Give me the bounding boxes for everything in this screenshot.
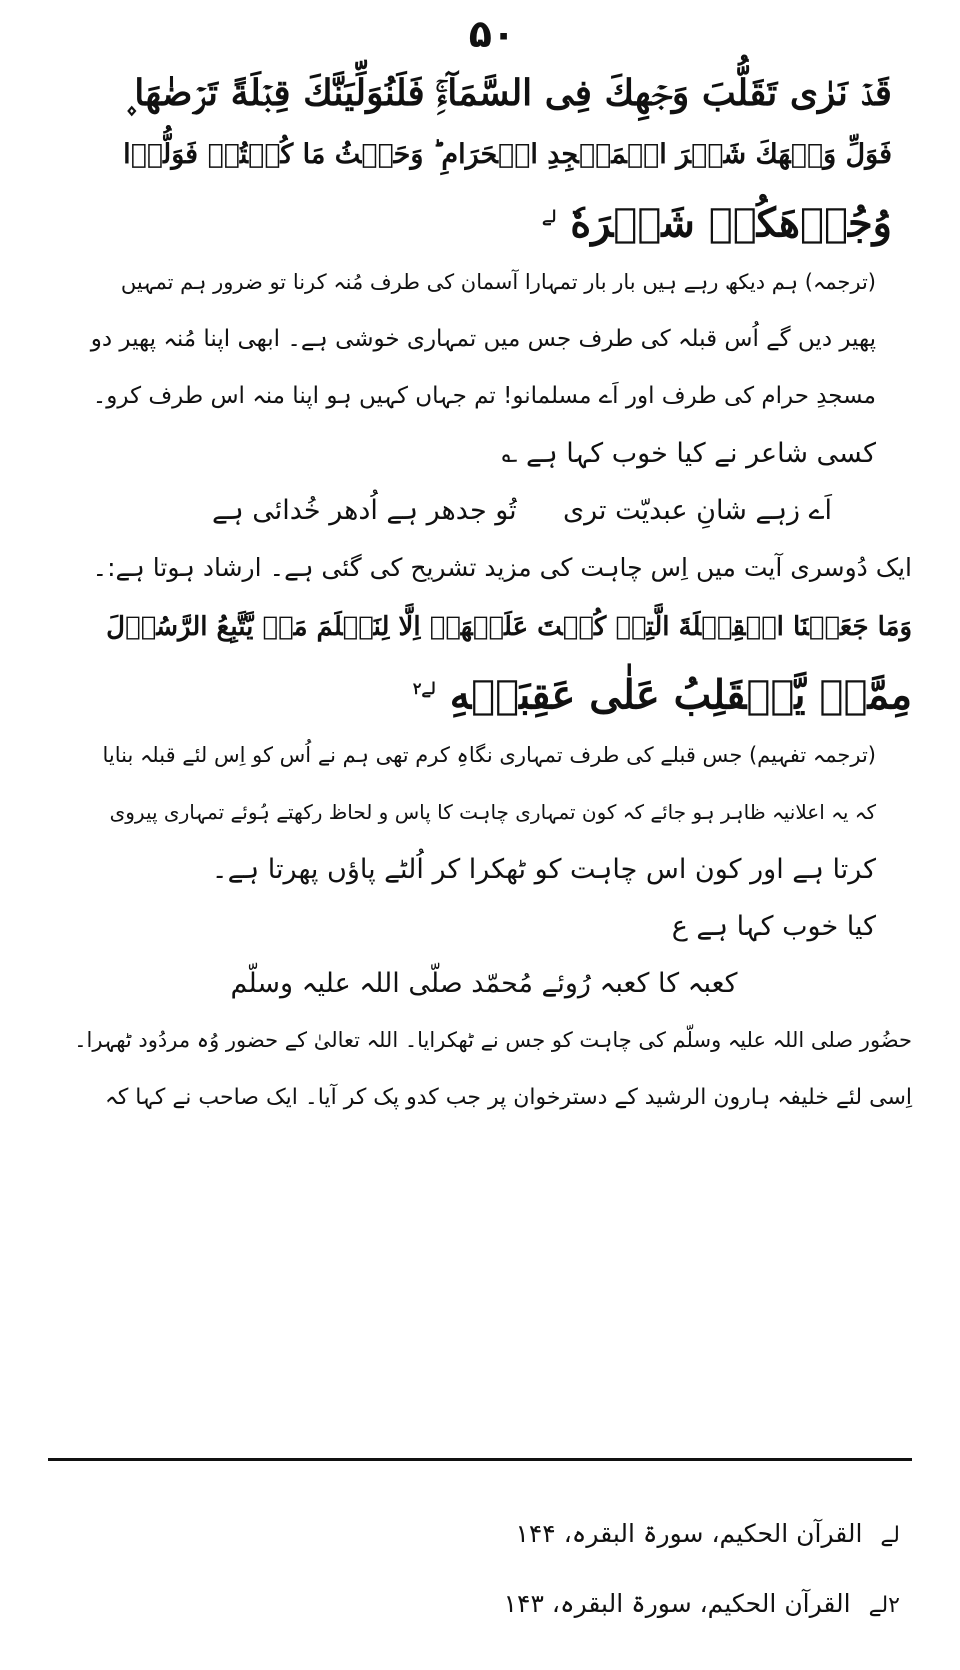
translation-line: کرتا ہے اور کون اس چاہت کو ٹھکرا کر اُلٹے پاؤں پھرتا ہے۔	[211, 853, 876, 885]
misra: کعبہ کا کعبہ رُوئے مُحمّد صلّی اللہ علیہ وسلّم	[230, 967, 738, 999]
translation-line: (ترجمہ) ہم دیکھ رہے ہیں بار بار تمہارا آسمان کی طرف مُنہ کرنا تو ضرور ہم تمہیں	[120, 270, 876, 295]
verse-line	[112, 186, 892, 254]
footnote-text: القرآن الحکیم، سورۃ البقرہ، ۱۴۴	[515, 1519, 863, 1548]
verse-line: فَوَلِّ وَجۡهَكَ شَطۡرَ الۡمَسۡجِدِ الۡحَرَامِ ؕ وَحَيۡثُ مَا كُنۡتُمۡ فَوَلُّوۡا	[123, 139, 892, 170]
footnote-ref-2: لے۲	[412, 679, 436, 699]
closing-paragraph	[72, 1012, 912, 1126]
translation-2	[92, 727, 876, 1012]
footnote-divider	[48, 1458, 912, 1461]
footnotes	[48, 1500, 900, 1640]
intro-3: کیا خوب کہا ہے ع	[671, 910, 876, 942]
translation-line: (ترجمہ تفہیم) جس قبلے کی طرف تمہاری نگاہِ کرم تھی ہم نے اُس کو اِس لئے قبلہ بنایا	[102, 742, 876, 767]
verse-line	[82, 658, 912, 726]
intro-2	[72, 539, 912, 596]
translation-line: مسجدِ حرام کی طرف اور اَے مسلمانو! تم جہاں کہیں ہو اپنا منہ اس طرف کرو۔	[92, 383, 876, 410]
closing-line: اِسی لئے خلیفہ ہارون الرشید کے دسترخوان پر جب کدو پک کر آیا۔ ایک صاحب نے کہا کہ	[104, 1084, 912, 1110]
verse-line: قَدۡ نَرٰی تَقَلُّبَ وَجۡهِكَ فِی السَّمَآءِۚ فَلَنُوَلِّيَنَّكَ قِبۡلَةً تَرۡضٰهَا ۪	[125, 72, 892, 114]
footnote-number: ۲لے	[868, 1593, 900, 1618]
translation-1	[92, 254, 876, 482]
verse-line: وَمَا جَعَلۡنَا الۡقِبۡلَةَ الَّتِیۡ كُنۡتَ عَلَيۡهَاۤ اِلَّا لِنَعۡلَمَ مَنۡ يَّتَّبِعُ الرَّسُوۡلَ	[106, 612, 912, 643]
footnote-1	[48, 1500, 900, 1570]
footnote-number: لے	[880, 1523, 900, 1548]
closing-line: حضُور صلی اللہ علیہ وسلّم کی چاہت کو جس نے ٹھکرایا۔ اللہ تعالیٰ کے حضور وُہ مردُود ٹھہرا۔	[74, 1027, 912, 1052]
couplet	[212, 482, 832, 539]
verse-line-text: وُجُوۡهَكُمۡ شَطۡرَهٗ	[570, 199, 892, 247]
footnote-ref-1: لے	[542, 207, 557, 226]
translation-line: کہ یہ اعلانیہ ظاہر ہو جائے کہ کون تمہاری چاہت کا پاس و لحاظ رکھتے ہُوئے تمہاری پیروی	[109, 799, 876, 824]
couplet-first-hemistich: اَے زہے شانِ عبدیّت تری	[562, 495, 832, 527]
footnote-2	[48, 1570, 900, 1640]
quran-verse-1	[112, 62, 892, 254]
verse-line-text: مِمَّنۡ يَّنۡقَلِبُ عَلٰى عَقِبَيۡهِ	[449, 671, 912, 719]
intro-2-line: ایک دُوسری آیت میں اِس چاہت کی مزید تشریح کی گئی ہے۔ ارشاد ہوتا ہے:۔	[92, 553, 912, 583]
couplet-second-hemistich: تُو جدھر ہے اُدھر خُدائی ہے	[212, 495, 517, 527]
poet-intro: کسی شاعر نے کیا خوب کہا ہے ؎	[501, 438, 876, 470]
quran-verse-2	[82, 596, 912, 726]
translation-line: پھیر دیں گے اُس قبلہ کی طرف جس میں تمہاری خوشی ہے۔ ابھی اپنا مُنہ پھیر دو	[90, 326, 876, 353]
footnote-text: القرآن الحکیم، سورۃ البقرہ، ۱۴۳	[503, 1589, 851, 1618]
page-number: ۵۰	[468, 12, 516, 56]
